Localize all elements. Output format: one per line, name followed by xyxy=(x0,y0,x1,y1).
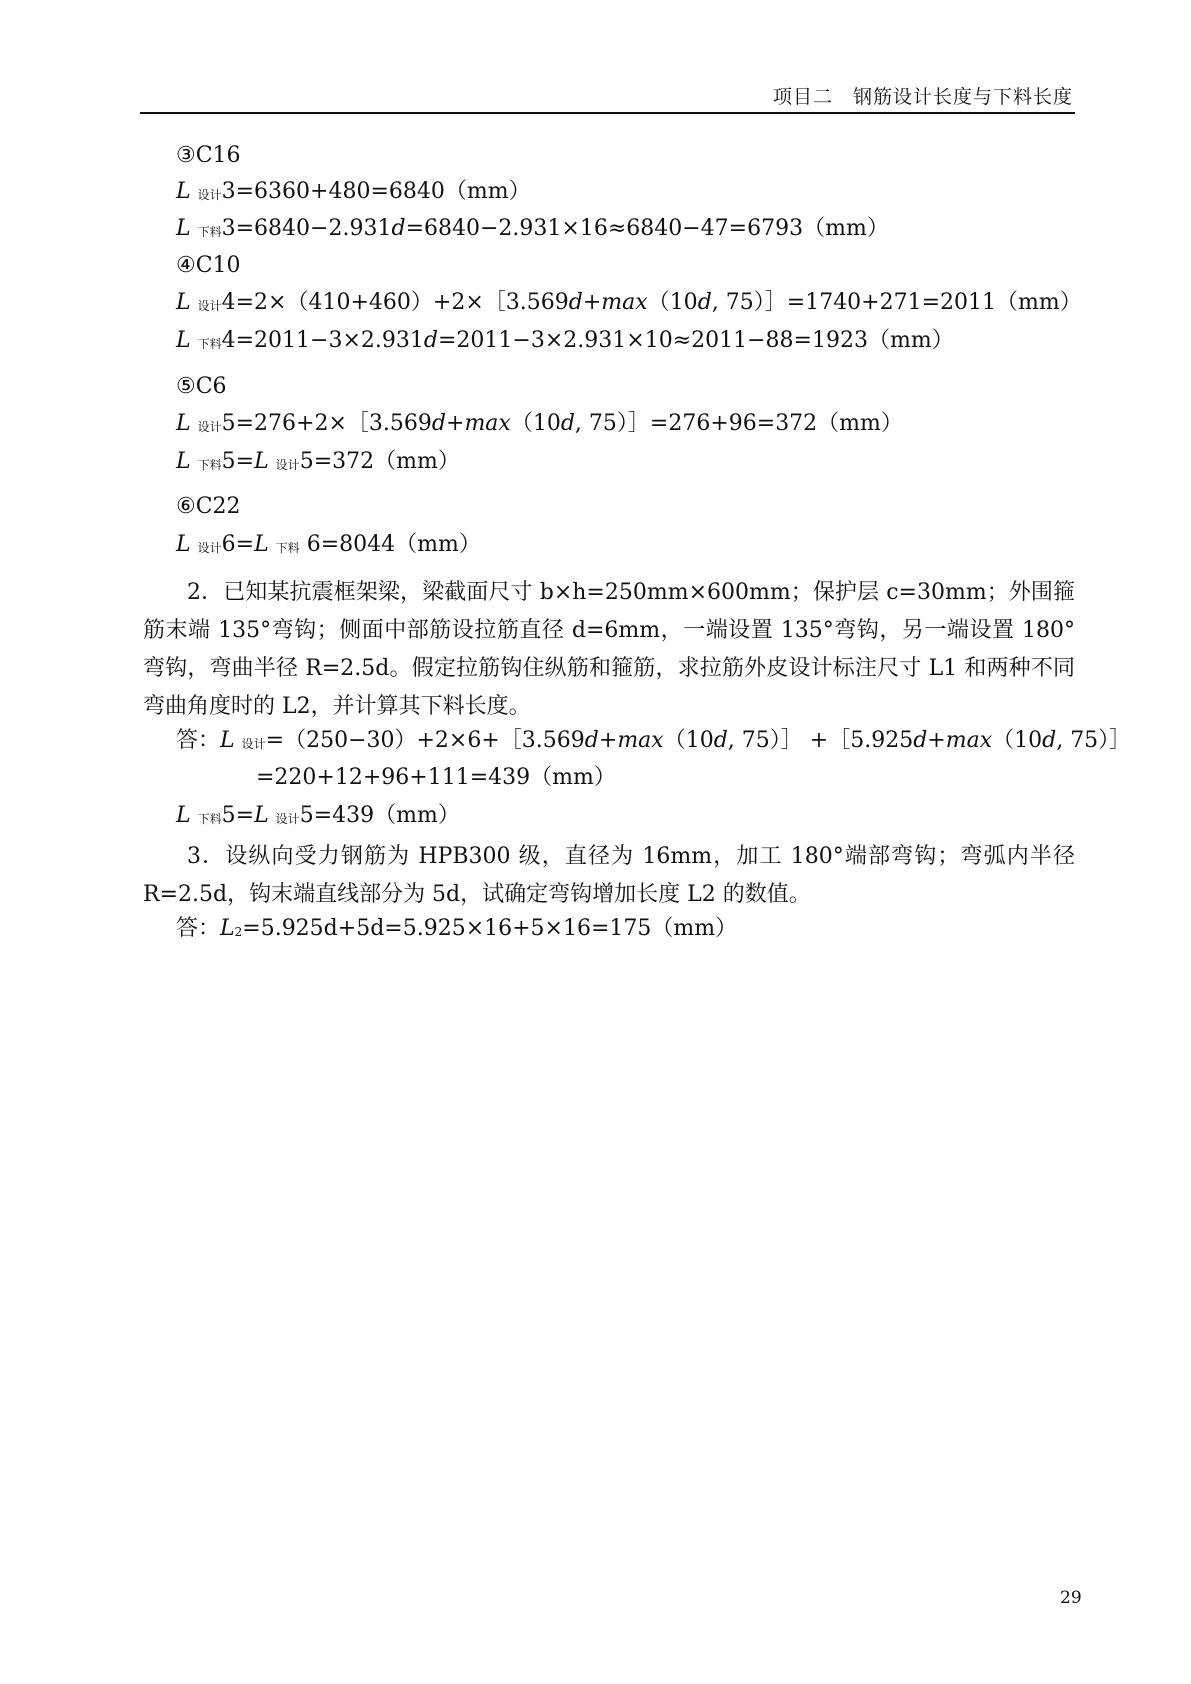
answer-2-line-1: 答：L 设计=（250−30）+2×6+［3.569d+max（10d, 75）］ +［5.925d+max（10d, 75）］ xyxy=(176,728,1132,753)
question-3-text: 3．设纵向受力钢筋为 HPB300 级，直径为 16mm，加工 180°端部弯钩；弯弧内半径 R=2.5d，钩末端直线部分为 5d，试确定弯钩增加长度 L2 的数值。 xyxy=(143,844,1075,907)
answer-2-line-2: =220+12+96+111=439（mm） xyxy=(256,765,616,790)
question-2 xyxy=(143,574,1075,726)
eq-l-cut-5: L 下料5=L 设计5=372（mm） xyxy=(176,449,460,474)
question-2-text: 2．已知某抗震框架梁，梁截面尺寸 b×h=250mm×600mm；保护层 c=30mm；外围箍筋末端 135°弯钩；侧面中部筋设拉筋直径 d=6mm，一端设置 135°弯钩，另一端设置 180°弯钩，弯曲半径 R=2.5d。假定拉筋钩住纵筋和箍筋，求拉筋外皮设计标注尺寸 L1 和两种不同弯曲角度时的 L2，并计算其下料长度。 xyxy=(143,580,1075,719)
answer-2-line-3: L 下料5=L 设计5=439（mm） xyxy=(176,803,460,828)
item-label-c10: ④C10 xyxy=(176,253,241,278)
item-label-c22: ⑥C22 xyxy=(176,494,241,519)
item-label-c6: ⑤C6 xyxy=(176,374,227,399)
page-header xyxy=(140,82,1075,114)
question-3 xyxy=(143,838,1075,914)
eq-l-cut-3: L 下料3=6840−2.931d=6840−2.931×16≈6840−47=6793（mm） xyxy=(176,216,889,241)
answer-3: 答：L2=5.925d+5d=5.925×16+5×16=175（mm） xyxy=(176,916,738,941)
item-label-c16: ③C16 xyxy=(176,143,241,168)
eq-l-design-3: L 设计3=6360+480=6840（mm） xyxy=(176,179,531,204)
header-title: 项目二 钢筋设计长度与下料长度 xyxy=(772,86,1073,108)
eq-l-design-5: L 设计5=276+2×［3.569d+max（10d, 75）］=276+96=372（mm） xyxy=(176,411,903,436)
eq-l-design-4: L 设计4=2×（410+460）+2×［3.569d+max（10d, 75）］=1740+271=2011（mm） xyxy=(176,290,1082,315)
eq-l-cut-4: L 下料4=2011−3×2.931d=2011−3×2.931×10≈2011−88=1923（mm） xyxy=(176,328,954,353)
page-number: 29 xyxy=(1060,1588,1082,1608)
eq-l-design-6: L 设计6=L 下料 6=8044（mm） xyxy=(176,532,481,557)
